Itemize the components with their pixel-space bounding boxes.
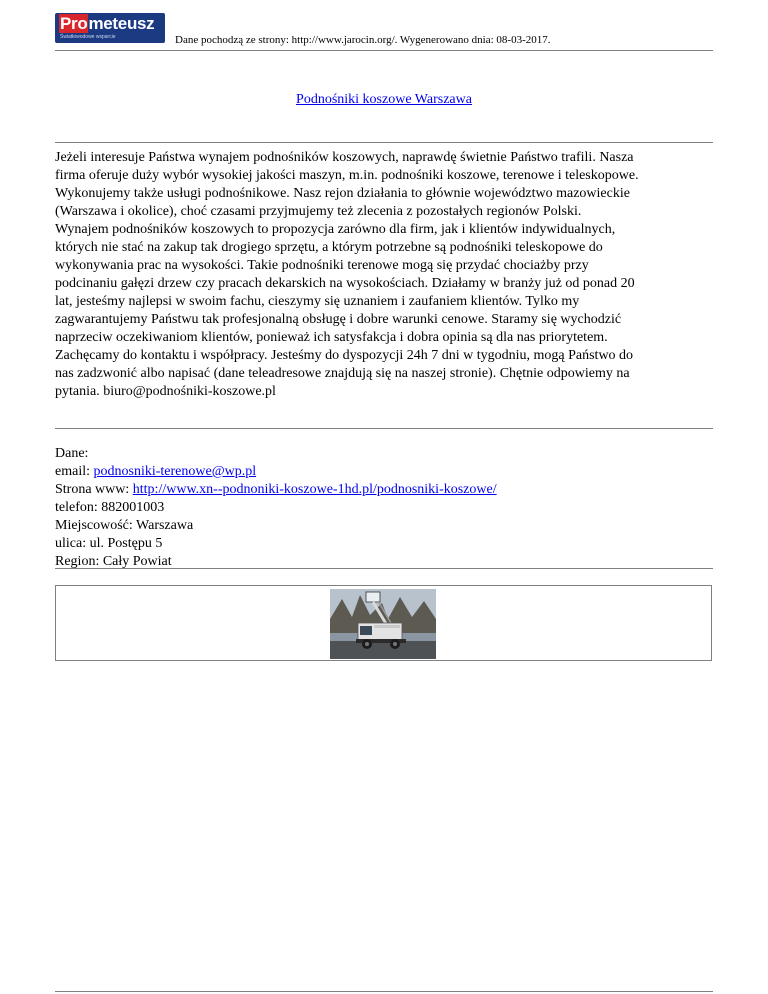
- street-row: ulica: ul. Postępu 5: [55, 536, 163, 551]
- title-link[interactable]: Podnośniki koszowe Warszawa: [296, 92, 472, 107]
- city-row: Miejscowość: Warszawa: [55, 518, 194, 533]
- divider: [55, 568, 713, 569]
- description-text: Jeżeli interesuje Państwa wynajem podnośników koszowych, naprawdę świetnie Państwo trafili. Nasza firma oferuje duży wybór wysokiej jakości maszyn, m.in. podnośniki koszowe, terenowe i teleskopowe. Wykonujemy także usługi podnośnikowe. Nasz rejon działania to głównie województwo mazowieckie (Warszawa i okolice), choć czasami przyjmujemy też zlecenia z pozostałych regionów Polski. Wynajem podnośników koszowych to propozycja zarówno dla firm, jak i klientów indywidualnych, których nie stać na zakup tak drogiego sprzętu, a którym potrzebne są podnośniki teleskopowe do wykonywania prac na wysokości. Takie podnośniki terenowe mogą się przydać chociażby przy podcinaniu gałęzi drzew czy pracach dekarskich na wysokościach. Działamy w branży już od ponad 20 lat, jesteśmy najlepsi w swoim fachu, cieszymy się uznaniem i zaufaniem klientów. Tylko my zagwarantujemy Państwu tak profesjonalną obsługę i dobre warunki cenowe. Staramy się wychodzić naprzeciw oczekiwaniom klientów, ponieważ ich satysfakcja i dobra opinia są dla nas priorytetem. Zachęcamy do kontaktu i współpracy. Jesteśmy do dyspozycji 24h 7 dni w tygodniu, mogą Państwo do nas zadzwonić albo napisać (dane teleadresowe znajdują się na naszej stronie). Chętnie odpowiemy na pytania. biuro@podnośniki-koszowe.pl: [55, 150, 639, 399]
- details-heading: Dane:: [55, 446, 89, 461]
- contact-details: [55, 445, 713, 571]
- divider: [55, 428, 713, 429]
- bottom-divider: [55, 991, 713, 992]
- logo-highlight: Pro: [60, 14, 88, 33]
- divider: [55, 142, 713, 143]
- truck-photo: [330, 589, 436, 659]
- region-row: Region: Cały Powiat: [55, 554, 172, 569]
- email-label: email:: [55, 464, 94, 479]
- logo-rest: meteusz: [88, 14, 155, 33]
- source-note: Dane pochodzą ze strony: http://www.jarocin.org/. Wygenerowano dnia: 08-03-2017.: [175, 34, 551, 46]
- email-row: [55, 463, 713, 481]
- email-link[interactable]: podnosniki-terenowe@wp.pl: [93, 464, 257, 479]
- website-row: [55, 481, 713, 499]
- header-divider: [55, 50, 713, 51]
- website-label: Strona www:: [55, 482, 133, 497]
- bucket-truck-image: [330, 589, 436, 659]
- logo-wordmark: [59, 14, 154, 34]
- website-link[interactable]: http://www.xn--podnoniki-koszowe-1hd.pl/podnosniki-koszowe/: [132, 482, 497, 497]
- prometeusz-logo: [55, 13, 165, 43]
- phone-row: telefon: 882001003: [55, 500, 165, 515]
- logo-tagline: Światłowodowe wsparcie: [60, 34, 116, 40]
- page-header: [55, 13, 713, 51]
